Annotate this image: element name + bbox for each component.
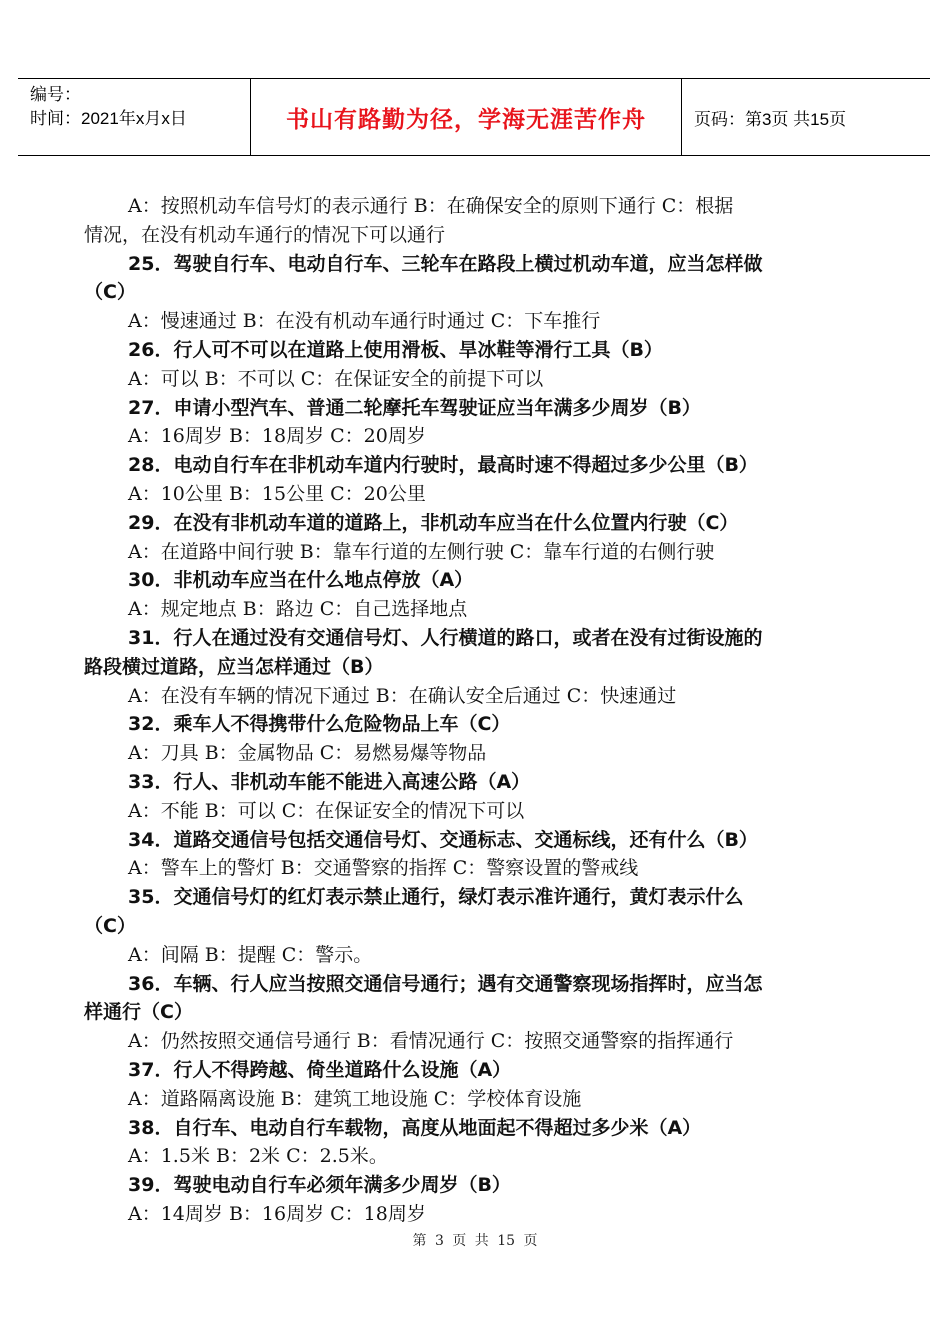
question-30-options: A：规定地点 B：路边 C：自己选择地点 bbox=[128, 598, 468, 621]
question-32-options: A：刀具 B：金属物品 C：易燃易爆等物品 bbox=[128, 742, 487, 765]
question-31-continued: 路段横过道路，应当怎样通过（B） bbox=[84, 655, 384, 678]
question-36: 36．车辆、行人应当按照交通信号通行；遇有交通警察现场指挥时，应当怎 bbox=[128, 972, 763, 995]
question-35-options: A：间隔 B：提醒 C：警示。 bbox=[128, 943, 373, 966]
question-35: 35．交通信号灯的红灯表示禁止通行，绿灯表示准许通行，黄灯表示什么 bbox=[128, 886, 744, 909]
answer-options: A：按照机动车信号灯的表示通行 B：在确保安全的原则下通行 C：根据 bbox=[128, 195, 734, 217]
question-25-answer: （C） bbox=[84, 281, 136, 304]
document-number-label: 编号： bbox=[30, 85, 81, 104]
question-25-options: A：慢速通过 B：在没有机动车通行时通过 C：下车推行 bbox=[128, 310, 601, 333]
question-36-continued: 样通行（C） bbox=[84, 1001, 193, 1024]
question-26-options: A：可以 B：不可以 C：在保证安全的前提下可以 bbox=[128, 367, 544, 390]
question-34-options: A：警车上的警灯 B：交通警察的指挥 C：警察设置的警戒线 bbox=[128, 857, 639, 880]
question-29: 29．在没有非机动车道的道路上，非机动车应当在什么位置内行驶（C） bbox=[128, 511, 739, 534]
page-footer: 第 3 页 共 15 页 bbox=[412, 1233, 538, 1249]
question-31: 31．行人在通过没有交通信号灯、人行横道的路口，或者在没有过街设施的 bbox=[128, 626, 763, 649]
question-26: 26．行人可不可以在道路上使用滑板、旱冰鞋等滑行工具（B） bbox=[128, 338, 663, 361]
question-32: 32．乘车人不得携带什么危险物品上车（C） bbox=[128, 713, 511, 736]
question-28-options: A：10公里 B：15公里 C：20公里 bbox=[128, 482, 426, 505]
question-38: 38．自行车、电动自行车载物，高度从地面起不得超过多少米（A） bbox=[128, 1116, 702, 1139]
header-meta bbox=[18, 79, 251, 155]
question-31-options: A：在没有车辆的情况下通过 B：在确认安全后通过 C：快速通过 bbox=[128, 684, 677, 707]
header-motto: 书山有路勤为径，学海无涯苦作舟 bbox=[251, 79, 682, 155]
question-29-options: A：在道路中间行驶 B：靠车行道的左侧行驶 C：靠车行道的右侧行驶 bbox=[128, 540, 715, 563]
question-34: 34．道路交通信号包括交通信号灯、交通标志、交通标线，还有什么（B） bbox=[128, 828, 758, 851]
question-33-options: A：不能 B：可以 C：在保证安全的情况下可以 bbox=[128, 799, 525, 822]
answer-options-continued: 情况，在没有机动车通行的情况下可以通行 bbox=[84, 223, 446, 246]
question-33: 33．行人、非机动车能不能进入高速公路（A） bbox=[128, 770, 531, 793]
question-list bbox=[84, 192, 866, 1229]
question-27: 27．申请小型汽车、普通二轮摩托车驾驶证应当年满多少周岁（B） bbox=[128, 396, 701, 419]
question-38-options: A：1.5米 B：2米 C：2.5米。 bbox=[128, 1145, 388, 1168]
question-35-answer: （C） bbox=[84, 914, 136, 937]
question-37: 37．行人不得跨越、倚坐道路什么设施（A） bbox=[128, 1058, 512, 1081]
question-27-options: A：16周岁 B：18周岁 C：20周岁 bbox=[128, 425, 426, 448]
page-header bbox=[18, 78, 930, 156]
question-36-options: A：仍然按照交通信号通行 B：看情况通行 C：按照交通警察的指挥通行 bbox=[128, 1030, 734, 1053]
header-page-info: 页码：第3页 共15页 bbox=[694, 109, 847, 129]
document-date: 时间：2021年x月x日 bbox=[30, 109, 187, 128]
question-39-options: A：14周岁 B：16周岁 C：18周岁 bbox=[128, 1202, 426, 1225]
question-39: 39．驾驶电动自行车必须年满多少周岁（B） bbox=[128, 1174, 511, 1197]
question-28: 28．电动自行车在非机动车道内行驶时，最高时速不得超过多少公里（B） bbox=[128, 454, 758, 477]
question-37-options: A：道路隔离设施 B：建筑工地设施 C：学校体育设施 bbox=[128, 1087, 582, 1110]
question-30: 30．非机动车应当在什么地点停放（A） bbox=[128, 569, 474, 592]
question-25: 25．驾驶自行车、电动自行车、三轮车在路段上横过机动车道，应当怎样做 bbox=[128, 252, 763, 275]
